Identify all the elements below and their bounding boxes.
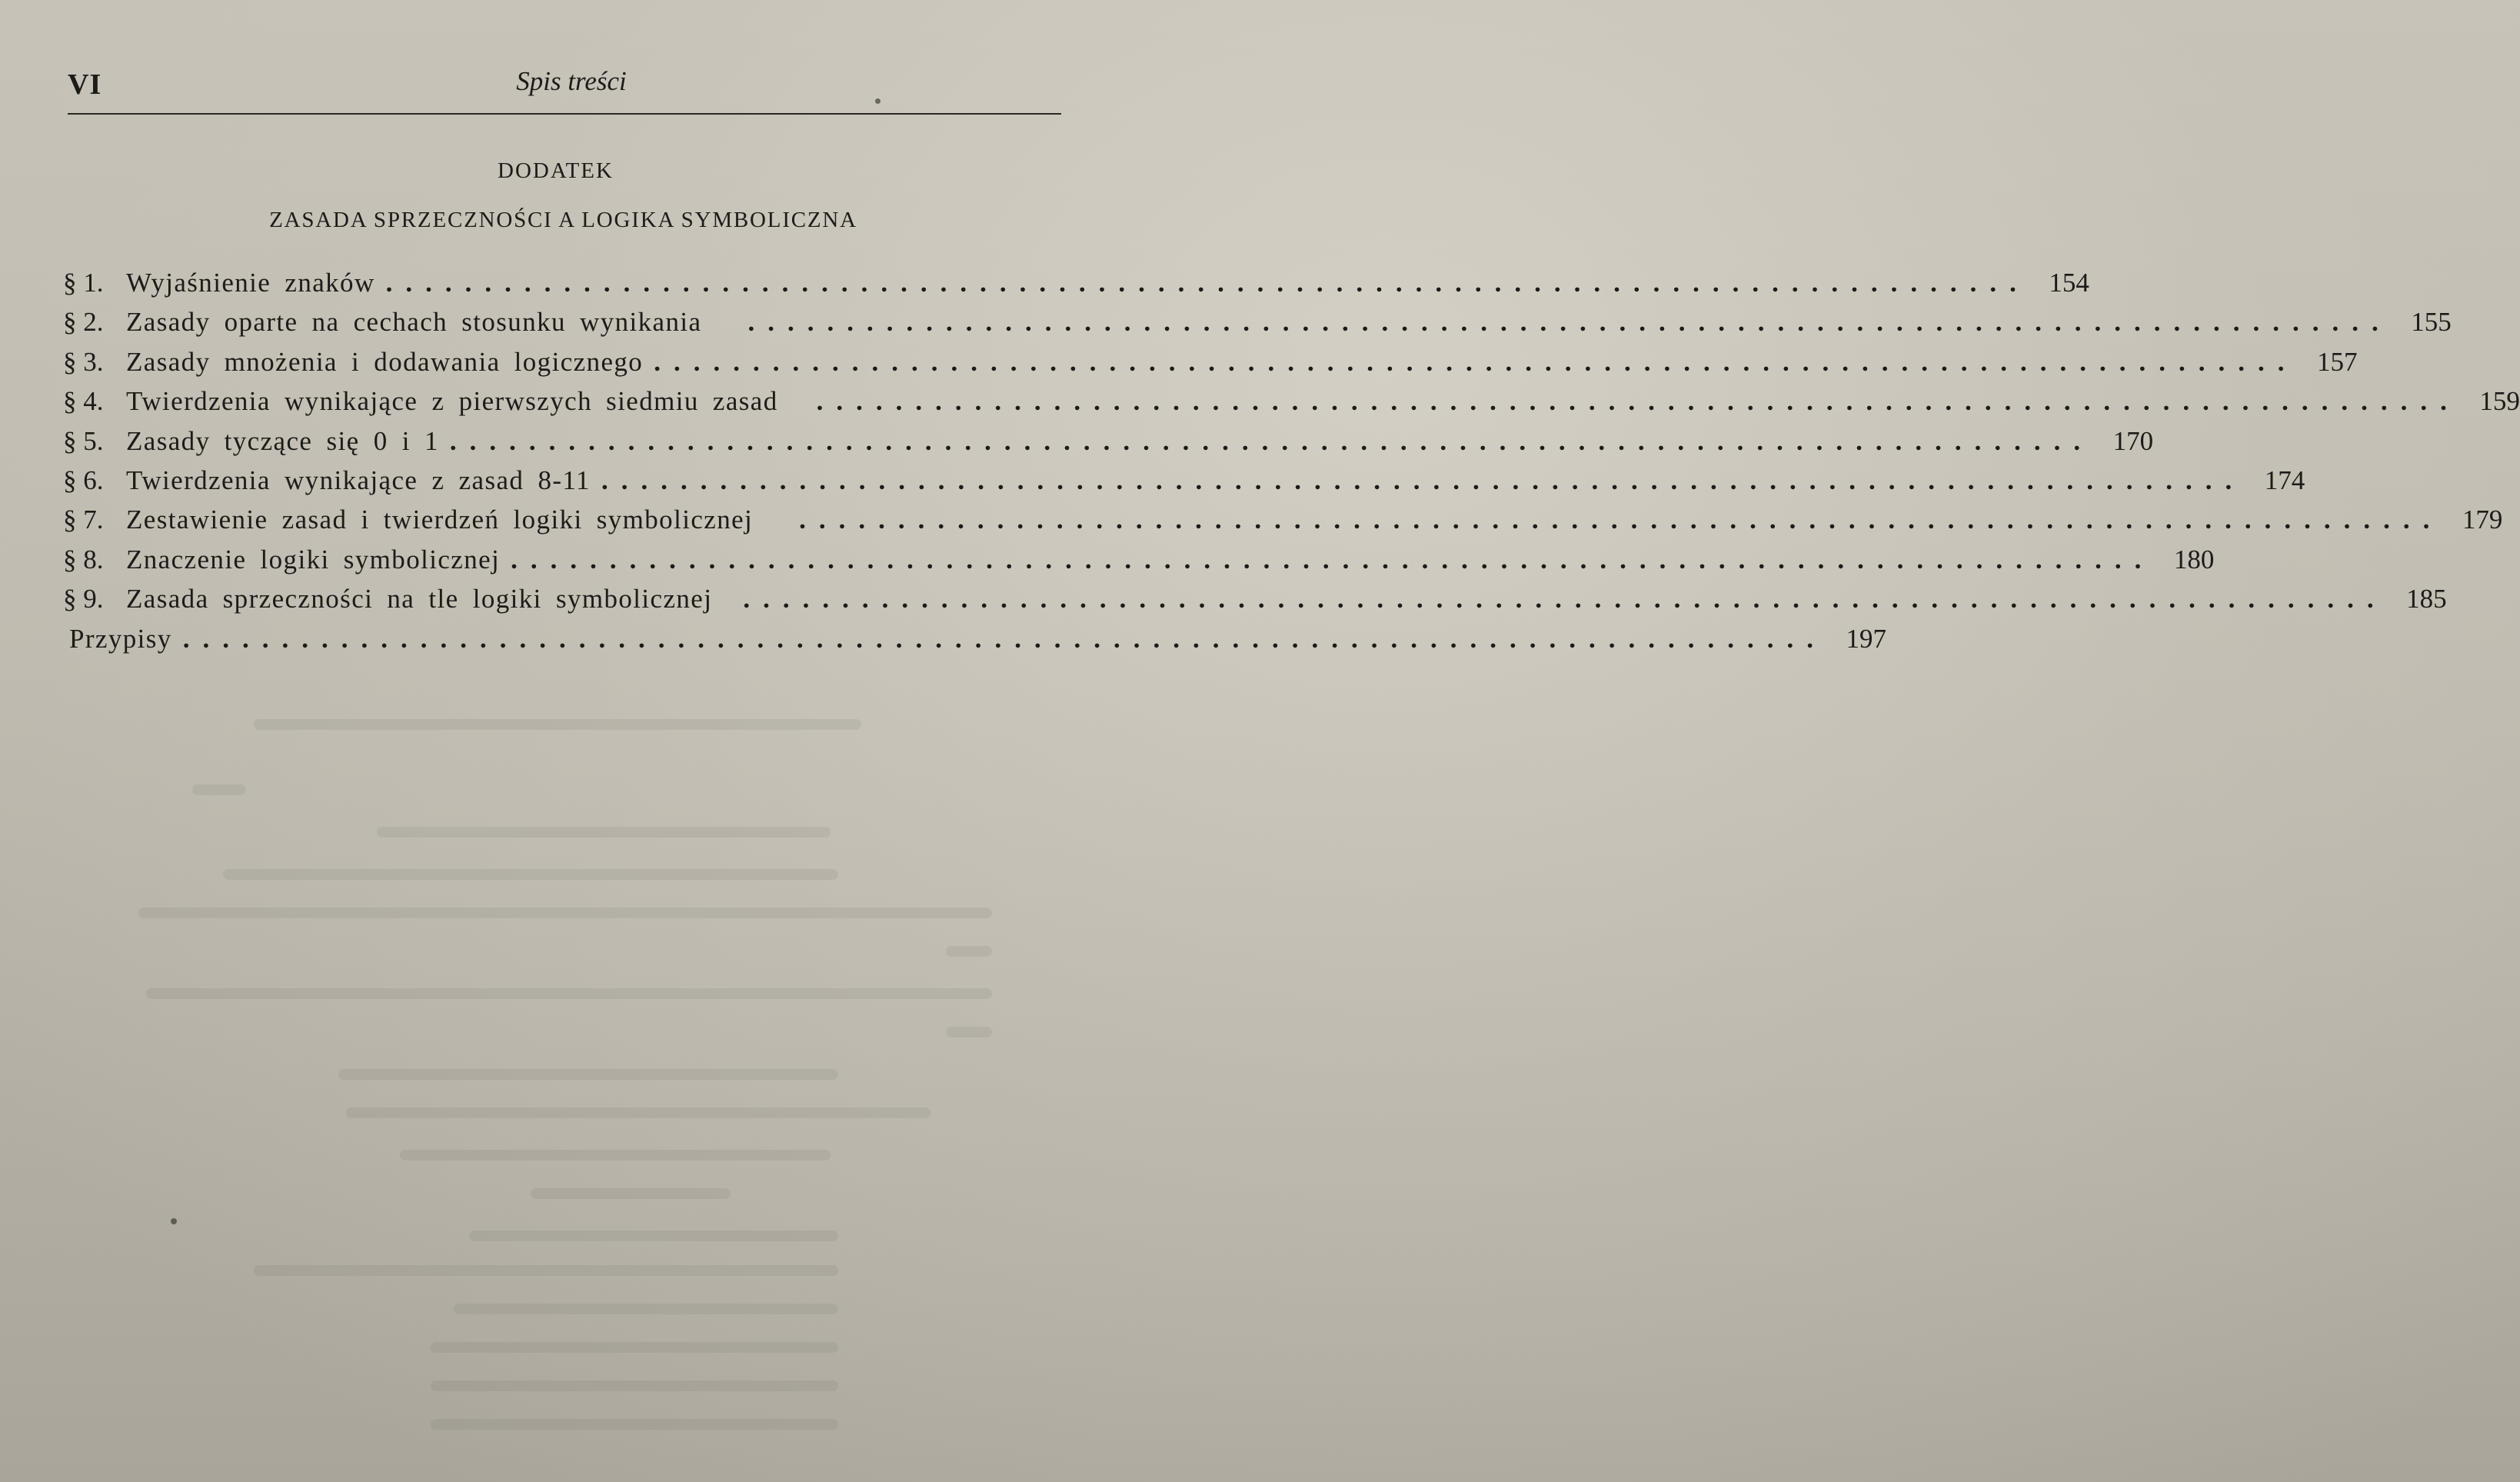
dot-leader: ...................................................................................	[449, 425, 2094, 456]
toc-entry-title: Wyjaśnienie znaków	[126, 268, 375, 298]
toc-entry-title: Zasady mnożenia i dodawania logicznego	[126, 346, 644, 377]
dot-leader: ...................................................................................	[182, 623, 1826, 654]
toc-entry-title: Twierdzenia wynikające z pierwszych siedmiu zasad	[126, 386, 778, 417]
dot-leader: ...................................................................................	[816, 386, 2460, 417]
dot-leader: ...................................................................................	[747, 307, 2392, 338]
header-rule	[68, 113, 1061, 115]
toc-paragraph-number: § 6.	[63, 465, 104, 495]
toc-page-number: 170	[2112, 425, 2154, 456]
toc-paragraph-number: § 5.	[63, 425, 104, 456]
toc-page-number: 157	[2316, 346, 2358, 377]
toc-paragraph-number: § 8.	[63, 544, 104, 574]
toc-entry-title: Przypisy	[69, 623, 172, 654]
toc-entry	[63, 425, 2154, 465]
running-header	[68, 60, 1060, 114]
toc-paragraph-number: § 1.	[63, 268, 104, 298]
dot-leader: ...................................................................................	[654, 346, 2298, 377]
toc-entry-title: Zasady oparte na cechach stosunku wynikania	[126, 307, 702, 338]
toc-page-number: 174	[2264, 465, 2305, 495]
toc-entry-title: Znaczenie logiki symbolicznej	[126, 544, 501, 574]
toc-entry	[63, 386, 2520, 425]
toc-entry	[63, 268, 2089, 307]
dot-leader: ...................................................................................	[743, 584, 2387, 614]
toc-entry	[63, 584, 2447, 623]
toc-page-number: 154	[2049, 268, 2089, 298]
dot-leader: ...................................................................................	[511, 544, 2155, 574]
section-label: DODATEK	[498, 158, 614, 183]
toc-paragraph-number: § 4.	[63, 386, 104, 417]
dot-leader: ...................................................................................	[385, 268, 2029, 298]
toc-entry-title: Twierdzenia wynikające z zasad 8-11	[126, 465, 591, 495]
running-title: Spis treści	[516, 66, 627, 96]
toc-entry-title: Zestawienie zasad i twierdzeń logiki symbolicznej	[126, 505, 754, 535]
toc-entry-title: Zasada sprzeczności na tle logiki symbolicznej	[126, 584, 713, 614]
toc-page-number: 180	[2173, 544, 2215, 574]
toc-page-number: 179	[2462, 505, 2503, 535]
toc-page-number: 185	[2406, 584, 2447, 614]
toc-entry	[63, 307, 2452, 346]
toc-entry-title: Zasady tyczące się 0 i 1	[126, 425, 439, 456]
page-number: VI	[68, 68, 102, 101]
toc-page-number: 155	[2411, 307, 2452, 338]
table-of-contents	[63, 268, 2520, 663]
dot-leader: ...................................................................................	[799, 505, 2443, 535]
dot-leader: ...................................................................................	[601, 465, 2245, 495]
toc-paragraph-number: § 3.	[63, 346, 104, 377]
toc-page-number: 197	[1846, 623, 1886, 654]
toc-entry	[63, 623, 1886, 663]
toc-paragraph-number: § 9.	[63, 584, 104, 614]
toc-entry	[63, 346, 2358, 386]
toc-paragraph-number: § 7.	[63, 505, 104, 535]
toc-entry	[63, 465, 2305, 505]
toc-paragraph-number: § 2.	[63, 307, 104, 338]
section-title: ZASADA SPRZECZNOŚCI A LOGIKA SYMBOLICZNA	[269, 208, 857, 232]
toc-page-number: 159	[2479, 386, 2520, 417]
toc-entry	[63, 505, 2503, 544]
toc-entry	[63, 544, 2215, 584]
